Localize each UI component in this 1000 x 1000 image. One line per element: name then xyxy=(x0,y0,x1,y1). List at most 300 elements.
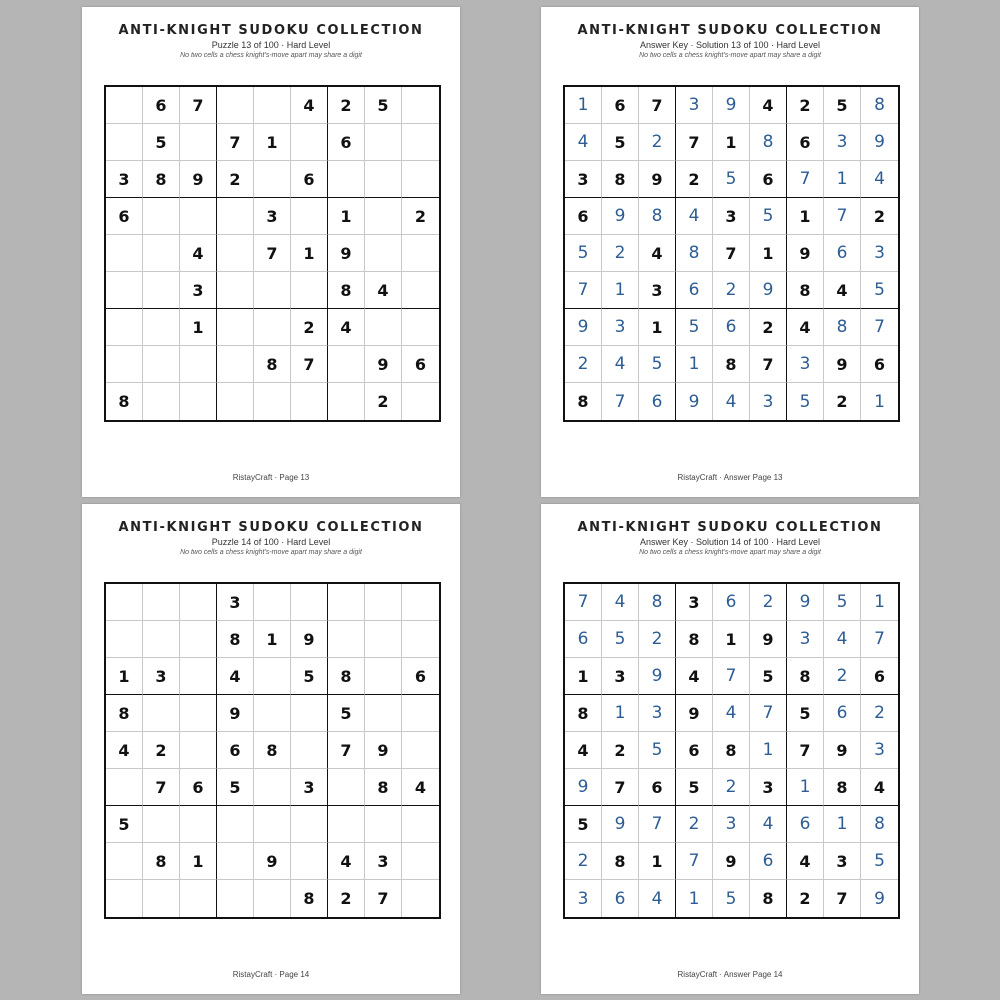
page-title: ANTI-KNIGHT SUDOKU COLLECTION xyxy=(118,23,424,38)
given-cell: 2 xyxy=(143,732,180,769)
solution-cell: 8 xyxy=(861,87,898,124)
solution-cell: 5 xyxy=(639,346,676,383)
given-cell: 5 xyxy=(328,695,365,732)
given-cell: 7 xyxy=(750,346,787,383)
given-cell: 6 xyxy=(602,87,639,124)
given-cell: 1 xyxy=(713,124,750,161)
page-subtitle: Puzzle 14 of 100 · Hard Level xyxy=(211,537,331,547)
empty-cell xyxy=(217,843,254,880)
solution-cell: 4 xyxy=(713,695,750,732)
given-cell: 9 xyxy=(291,621,328,658)
page-title: ANTI-KNIGHT SUDOKU COLLECTION xyxy=(577,23,883,38)
given-cell: 3 xyxy=(565,161,602,198)
given-cell: 8 xyxy=(217,621,254,658)
empty-cell xyxy=(365,309,402,346)
solution-cell: 7 xyxy=(750,695,787,732)
rule-text: No two cells a chess knight's-move apart may share a digit xyxy=(639,52,821,59)
given-cell: 6 xyxy=(676,732,713,769)
given-cell: 7 xyxy=(143,769,180,806)
empty-cell xyxy=(143,346,180,383)
empty-cell xyxy=(180,695,217,732)
given-cell: 8 xyxy=(291,880,328,917)
solution-cell: 1 xyxy=(824,161,861,198)
given-cell: 7 xyxy=(824,880,861,917)
empty-cell xyxy=(365,161,402,198)
page-title: ANTI-KNIGHT SUDOKU COLLECTION xyxy=(577,520,883,535)
solution-cell: 8 xyxy=(750,124,787,161)
solution-cell: 3 xyxy=(824,124,861,161)
given-cell: 7 xyxy=(254,235,291,272)
given-cell: 6 xyxy=(402,658,439,695)
empty-cell xyxy=(217,383,254,420)
given-cell: 8 xyxy=(602,161,639,198)
empty-cell xyxy=(402,880,439,917)
empty-cell xyxy=(143,235,180,272)
given-cell: 6 xyxy=(787,124,824,161)
empty-cell xyxy=(217,880,254,917)
given-cell: 3 xyxy=(143,658,180,695)
given-cell: 3 xyxy=(254,198,291,235)
empty-cell xyxy=(106,124,143,161)
puzzle-page-13 xyxy=(82,7,460,497)
given-cell: 7 xyxy=(787,732,824,769)
solution-cell: 6 xyxy=(787,806,824,843)
rule-text: No two cells a chess knight's-move apart may share a digit xyxy=(180,52,362,59)
empty-cell xyxy=(402,732,439,769)
given-cell: 8 xyxy=(565,383,602,420)
empty-cell xyxy=(402,161,439,198)
solution-cell: 9 xyxy=(787,584,824,621)
empty-cell xyxy=(143,880,180,917)
solution-cell: 6 xyxy=(602,880,639,917)
empty-cell xyxy=(180,806,217,843)
empty-cell xyxy=(217,235,254,272)
given-cell: 6 xyxy=(291,161,328,198)
given-cell: 3 xyxy=(676,584,713,621)
empty-cell xyxy=(402,584,439,621)
solution-cell: 5 xyxy=(713,880,750,917)
empty-cell xyxy=(106,309,143,346)
empty-cell xyxy=(291,584,328,621)
rule-text: No two cells a chess knight's-move apart may share a digit xyxy=(180,549,362,556)
solution-cell: 8 xyxy=(824,309,861,346)
given-cell: 4 xyxy=(217,658,254,695)
solution-cell: 5 xyxy=(565,235,602,272)
solution-cell: 1 xyxy=(874,391,885,412)
empty-cell xyxy=(217,198,254,235)
solution-cell: 2 xyxy=(565,346,602,383)
solution-cell: 7 xyxy=(787,161,824,198)
given-cell: 9 xyxy=(824,732,861,769)
empty-cell xyxy=(254,584,291,621)
given-cell: 7 xyxy=(217,124,254,161)
solution-cell: 7 xyxy=(861,621,898,658)
empty-cell xyxy=(291,198,328,235)
empty-cell xyxy=(143,383,180,420)
given-cell: 1 xyxy=(565,658,602,695)
given-cell: 6 xyxy=(861,658,898,695)
solution-cell: 1 xyxy=(565,87,602,124)
solution-cell: 1 xyxy=(824,806,861,843)
given-cell: 8 xyxy=(106,383,143,420)
empty-cell xyxy=(106,272,143,309)
solution-cell: 4 xyxy=(602,346,639,383)
empty-cell xyxy=(365,235,402,272)
solution-cell: 2 xyxy=(639,621,676,658)
given-cell: 6 xyxy=(565,198,602,235)
given-cell: 5 xyxy=(787,695,824,732)
solution-cell: 9 xyxy=(602,806,639,843)
page-subtitle: Answer Key · Solution 14 of 100 · Hard Level xyxy=(639,537,821,547)
solution-cell: 4 xyxy=(676,198,713,235)
empty-cell xyxy=(291,843,328,880)
empty-cell xyxy=(328,584,365,621)
given-cell: 1 xyxy=(180,843,217,880)
solution-cell: 1 xyxy=(676,880,713,917)
empty-cell xyxy=(402,235,439,272)
empty-cell xyxy=(402,309,439,346)
given-cell: 3 xyxy=(824,843,861,880)
given-cell: 7 xyxy=(291,346,328,383)
solution-cell: 6 xyxy=(713,584,750,621)
solution-cell: 5 xyxy=(787,383,824,420)
solution-cell: 8 xyxy=(861,806,898,843)
solution-cell: 3 xyxy=(565,880,602,917)
empty-cell xyxy=(254,806,291,843)
empty-cell xyxy=(106,621,143,658)
given-cell: 2 xyxy=(787,880,824,917)
given-cell: 5 xyxy=(676,769,713,806)
given-cell: 9 xyxy=(328,235,365,272)
solution-cell: 9 xyxy=(639,658,676,695)
solution-cell: 3 xyxy=(787,621,824,658)
given-cell: 5 xyxy=(365,87,402,124)
empty-cell xyxy=(106,584,143,621)
given-cell: 8 xyxy=(143,843,180,880)
solution-cell: 6 xyxy=(639,383,676,420)
empty-cell xyxy=(291,124,328,161)
empty-cell xyxy=(106,346,143,383)
solution-cell: 9 xyxy=(565,309,602,346)
given-cell: 1 xyxy=(713,621,750,658)
empty-cell xyxy=(254,769,291,806)
given-cell: 4 xyxy=(365,272,402,309)
solution-cell: 5 xyxy=(713,161,750,198)
empty-cell xyxy=(365,621,402,658)
empty-cell xyxy=(328,806,365,843)
given-cell: 7 xyxy=(328,732,365,769)
solution-cell: 1 xyxy=(787,769,824,806)
given-cell: 8 xyxy=(328,658,365,695)
given-cell: 4 xyxy=(676,658,713,695)
given-cell: 6 xyxy=(861,346,898,383)
page-subtitle: Answer Key · Solution 13 of 100 · Hard Level xyxy=(639,40,821,50)
empty-cell xyxy=(143,621,180,658)
empty-cell xyxy=(143,309,180,346)
given-cell: 5 xyxy=(143,124,180,161)
given-cell: 6 xyxy=(217,732,254,769)
given-cell: 8 xyxy=(676,621,713,658)
given-cell: 8 xyxy=(750,880,787,917)
given-cell: 5 xyxy=(750,658,787,695)
given-cell: 4 xyxy=(787,309,824,346)
solution-cell: 7 xyxy=(713,658,750,695)
given-cell: 2 xyxy=(787,87,824,124)
solution-cell: 5 xyxy=(861,272,898,309)
solution-cell: 6 xyxy=(713,309,750,346)
solution-cell: 8 xyxy=(676,235,713,272)
empty-cell xyxy=(217,272,254,309)
given-cell: 1 xyxy=(254,621,291,658)
empty-cell xyxy=(180,621,217,658)
solution-cell: 3 xyxy=(861,235,898,272)
solution-cell: 5 xyxy=(861,843,898,880)
empty-cell xyxy=(254,272,291,309)
solution-cell: 7 xyxy=(676,843,713,880)
page-subtitle: Puzzle 13 of 100 · Hard Level xyxy=(211,40,331,50)
solution-cell: 4 xyxy=(750,806,787,843)
given-cell: 8 xyxy=(143,161,180,198)
given-cell: 8 xyxy=(713,732,750,769)
solution-cell: 2 xyxy=(861,695,898,732)
given-cell: 1 xyxy=(291,235,328,272)
solution-cell: 3 xyxy=(713,806,750,843)
given-cell: 8 xyxy=(254,732,291,769)
empty-cell xyxy=(143,695,180,732)
given-cell: 8 xyxy=(106,695,143,732)
given-cell: 5 xyxy=(291,658,328,695)
solution-cell: 5 xyxy=(639,732,676,769)
rule-text: No two cells a chess knight's-move apart may share a digit xyxy=(639,549,821,556)
empty-cell xyxy=(365,584,402,621)
page-footer: RistayCraft · Page 14 xyxy=(232,970,310,979)
given-cell: 9 xyxy=(787,235,824,272)
given-cell: 8 xyxy=(328,272,365,309)
solution-cell: 2 xyxy=(824,658,861,695)
solution-cell: 9 xyxy=(602,198,639,235)
solution-cell: 5 xyxy=(602,621,639,658)
page-title: ANTI-KNIGHT SUDOKU COLLECTION xyxy=(118,520,424,535)
given-cell: 7 xyxy=(639,87,676,124)
sudoku-grid xyxy=(104,85,441,422)
given-cell: 2 xyxy=(676,161,713,198)
given-cell: 6 xyxy=(639,769,676,806)
solution-cell: 3 xyxy=(787,346,824,383)
empty-cell xyxy=(291,383,328,420)
given-cell: 2 xyxy=(291,309,328,346)
empty-cell xyxy=(106,769,143,806)
solution-cell: 5 xyxy=(676,309,713,346)
given-cell: 2 xyxy=(824,383,861,420)
given-cell: 9 xyxy=(217,695,254,732)
solution-cell: 7 xyxy=(824,198,861,235)
answer-page-14 xyxy=(541,504,919,994)
given-cell: 4 xyxy=(180,235,217,272)
given-cell: 3 xyxy=(602,658,639,695)
solution-cell: 3 xyxy=(602,309,639,346)
solution-cell: 9 xyxy=(565,769,602,806)
solution-cell: 5 xyxy=(750,198,787,235)
solution-cell: 2 xyxy=(639,124,676,161)
solution-cell: 3 xyxy=(861,732,898,769)
empty-cell xyxy=(402,87,439,124)
solution-cell: 4 xyxy=(602,584,639,621)
empty-cell xyxy=(217,346,254,383)
empty-cell xyxy=(328,161,365,198)
solution-cell: 9 xyxy=(713,87,750,124)
given-cell: 3 xyxy=(180,272,217,309)
solution-cell: 1 xyxy=(602,272,639,309)
page-footer: RistayCraft · Page 13 xyxy=(232,473,310,482)
solution-cell: 3 xyxy=(639,695,676,732)
solution-cell: 6 xyxy=(824,695,861,732)
empty-cell xyxy=(254,880,291,917)
given-cell: 7 xyxy=(676,124,713,161)
given-cell: 6 xyxy=(143,87,180,124)
solution-cell: 1 xyxy=(750,732,787,769)
solution-cell: 9 xyxy=(874,888,885,909)
empty-cell xyxy=(180,584,217,621)
given-cell: 4 xyxy=(291,87,328,124)
given-cell: 1 xyxy=(106,658,143,695)
given-cell: 1 xyxy=(254,124,291,161)
given-cell: 4 xyxy=(639,235,676,272)
given-cell: 7 xyxy=(180,87,217,124)
given-cell: 9 xyxy=(254,843,291,880)
solution-cell: 1 xyxy=(861,584,898,621)
empty-cell xyxy=(180,346,217,383)
empty-cell xyxy=(328,769,365,806)
empty-cell xyxy=(143,198,180,235)
empty-cell xyxy=(402,621,439,658)
solution-cell: 7 xyxy=(565,272,602,309)
given-cell: 3 xyxy=(365,843,402,880)
answer-page-13 xyxy=(541,7,919,497)
given-cell: 8 xyxy=(602,843,639,880)
solution-cell: 2 xyxy=(713,769,750,806)
given-cell: 1 xyxy=(328,198,365,235)
given-cell: 6 xyxy=(402,346,439,383)
empty-cell xyxy=(180,198,217,235)
solution-cell: 4 xyxy=(565,124,602,161)
given-cell: 6 xyxy=(328,124,365,161)
empty-cell xyxy=(254,383,291,420)
given-cell: 5 xyxy=(217,769,254,806)
given-cell: 3 xyxy=(217,584,254,621)
given-cell: 4 xyxy=(787,843,824,880)
given-cell: 5 xyxy=(565,806,602,843)
empty-cell xyxy=(143,272,180,309)
given-cell: 7 xyxy=(365,880,402,917)
given-cell: 2 xyxy=(402,198,439,235)
solution-cell: 4 xyxy=(824,621,861,658)
given-cell: 2 xyxy=(217,161,254,198)
given-cell: 9 xyxy=(676,695,713,732)
empty-cell xyxy=(143,584,180,621)
given-cell: 3 xyxy=(106,161,143,198)
given-cell: 9 xyxy=(180,161,217,198)
given-cell: 9 xyxy=(824,346,861,383)
empty-cell xyxy=(402,383,439,420)
empty-cell xyxy=(254,658,291,695)
solution-cell: 6 xyxy=(750,843,787,880)
given-cell: 4 xyxy=(328,309,365,346)
solution-cell: 9 xyxy=(676,383,713,420)
given-cell: 4 xyxy=(565,732,602,769)
given-cell: 4 xyxy=(328,843,365,880)
solution-cell: 4 xyxy=(713,383,750,420)
given-cell: 8 xyxy=(365,769,402,806)
empty-cell xyxy=(328,383,365,420)
given-cell: 3 xyxy=(713,198,750,235)
given-cell: 8 xyxy=(787,658,824,695)
empty-cell xyxy=(217,806,254,843)
empty-cell xyxy=(402,272,439,309)
solution-cell: 4 xyxy=(639,880,676,917)
empty-cell xyxy=(106,880,143,917)
given-cell: 7 xyxy=(602,769,639,806)
solution-cell: 8 xyxy=(639,584,676,621)
empty-cell xyxy=(106,235,143,272)
empty-cell xyxy=(328,621,365,658)
solution-cell: 3 xyxy=(750,383,787,420)
given-cell: 5 xyxy=(602,124,639,161)
empty-cell xyxy=(180,383,217,420)
empty-cell xyxy=(365,695,402,732)
given-cell: 3 xyxy=(750,769,787,806)
empty-cell xyxy=(254,309,291,346)
given-cell: 9 xyxy=(750,621,787,658)
empty-cell xyxy=(402,124,439,161)
given-cell: 6 xyxy=(106,198,143,235)
empty-cell xyxy=(180,732,217,769)
sudoku-grid xyxy=(563,85,900,422)
empty-cell xyxy=(254,695,291,732)
empty-cell xyxy=(217,309,254,346)
solution-cell: 9 xyxy=(750,272,787,309)
empty-cell xyxy=(180,880,217,917)
solution-cell: 6 xyxy=(824,235,861,272)
given-cell: 1 xyxy=(750,235,787,272)
given-cell: 8 xyxy=(254,346,291,383)
given-cell: 1 xyxy=(639,843,676,880)
given-cell: 2 xyxy=(365,383,402,420)
solution-cell: 2 xyxy=(676,806,713,843)
given-cell: 2 xyxy=(861,198,898,235)
given-cell: 2 xyxy=(602,732,639,769)
solution-cell: 2 xyxy=(713,272,750,309)
solution-cell: 4 xyxy=(861,161,898,198)
given-cell: 4 xyxy=(750,87,787,124)
empty-cell xyxy=(217,87,254,124)
given-cell: 9 xyxy=(365,732,402,769)
page-footer: RistayCraft · Answer Page 14 xyxy=(677,970,783,979)
given-cell: 9 xyxy=(365,346,402,383)
empty-cell xyxy=(365,124,402,161)
empty-cell xyxy=(402,695,439,732)
given-cell: 8 xyxy=(824,769,861,806)
given-cell: 4 xyxy=(402,769,439,806)
empty-cell xyxy=(180,124,217,161)
given-cell: 4 xyxy=(106,732,143,769)
solution-cell: 6 xyxy=(676,272,713,309)
given-cell: 8 xyxy=(565,695,602,732)
solution-cell: 2 xyxy=(602,235,639,272)
given-cell: 8 xyxy=(713,346,750,383)
solution-cell: 7 xyxy=(602,383,639,420)
given-cell: 4 xyxy=(861,769,898,806)
given-cell: 6 xyxy=(750,161,787,198)
